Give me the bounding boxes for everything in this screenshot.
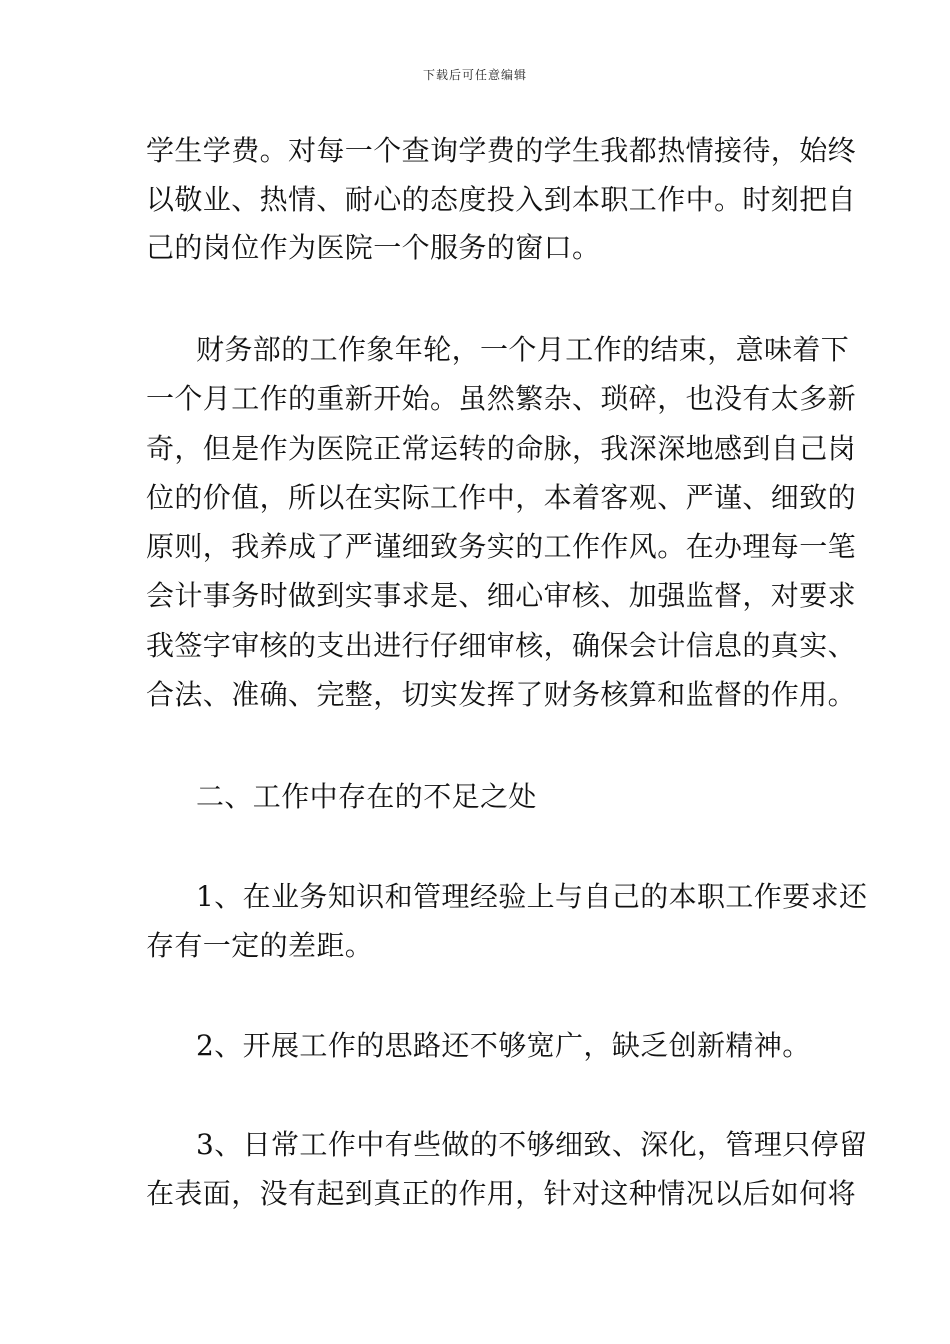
- paragraph-2-line-7: 我签字审核的支出进行仔细审核，确保会计信息的真实、: [146, 629, 857, 662]
- item-3-line-1: 3、日常工作中有些做的不够细致、深化，管理只停留: [196, 1128, 868, 1161]
- paragraph-2-line-4: 位的价值，所以在实际工作中，本着客观、严谨、细致的: [146, 481, 857, 514]
- paragraph-2-line-6: 会计事务时做到实事求是、细心审核、加强监督，对要求: [146, 579, 857, 612]
- section-heading-shortcomings: 二、工作中存在的不足之处: [196, 780, 537, 813]
- item-3-line-2: 在表面，没有起到真正的作用，针对这种情况以后如何将: [146, 1177, 857, 1210]
- item-1-line-1: 1、在业务知识和管理经验上与自己的本职工作要求还: [196, 880, 868, 913]
- page-header-note: 下载后可任意编辑: [422, 68, 527, 82]
- paragraph-2-line-3: 奇，但是作为医院正常运转的命脉，我深深地感到自己岗: [146, 432, 857, 465]
- paragraph-2-line-1: 财务部的工作象年轮，一个月工作的结束，意味着下: [196, 333, 850, 366]
- paragraph-2-line-5: 原则，我养成了严谨细致务实的工作作风。在办理每一笔: [146, 530, 857, 563]
- paragraph-1-line-1: 学生学费。对每一个查询学费的学生我都热情接待，始终: [146, 134, 857, 167]
- paragraph-1-line-3: 己的岗位作为医院一个服务的窗口。: [146, 231, 601, 264]
- item-2-line-1: 2、开展工作的思路还不够宽广，缺乏创新精神。: [196, 1029, 811, 1062]
- paragraph-2-line-2: 一个月工作的重新开始。虽然繁杂、琐碎，也没有太多新: [146, 382, 857, 415]
- item-1-line-2: 存有一定的差距。: [146, 929, 374, 962]
- paragraph-2-line-8: 合法、准确、完整，切实发挥了财务核算和监督的作用。: [146, 678, 857, 711]
- paragraph-1-line-2: 以敬业、热情、耐心的态度投入到本职工作中。时刻把自: [146, 183, 857, 216]
